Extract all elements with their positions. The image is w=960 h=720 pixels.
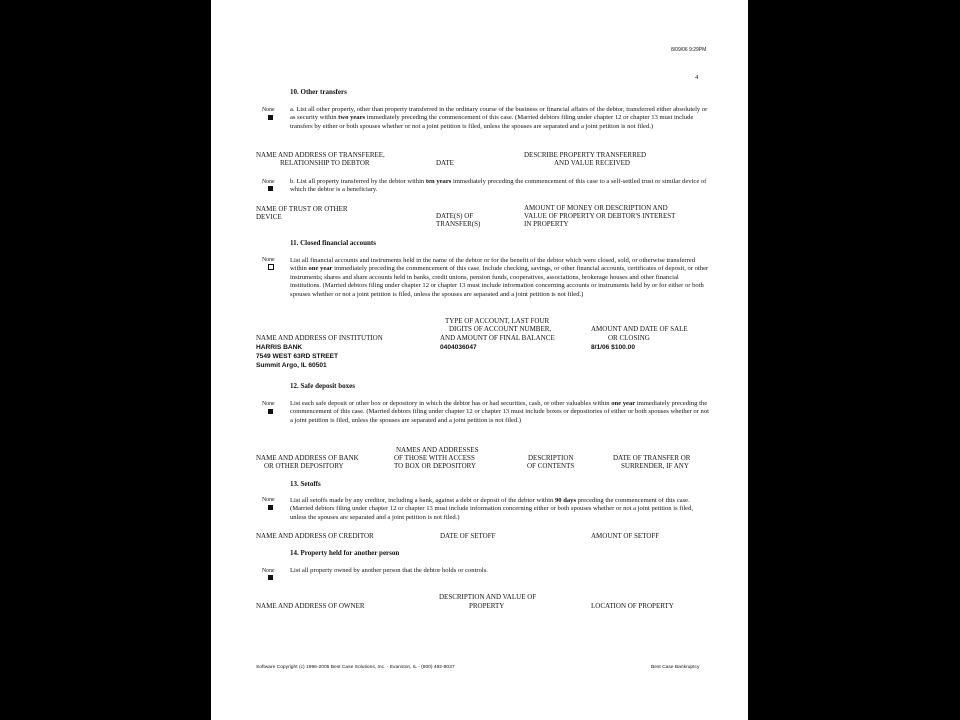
col-contents-1: DESCRIPTION [528, 454, 574, 462]
footer-brand: Best Case Bankruptcy [651, 665, 700, 670]
none-label: None [262, 497, 275, 503]
col-describe-property-1: DESCRIBE PROPERTY TRANSFERRED [524, 151, 647, 159]
none-checkbox-12[interactable] [268, 409, 273, 414]
section-14-text: List all property owned by another person that the debtor holds or controls. [290, 567, 488, 574]
col-trust-2: DEVICE [256, 213, 282, 221]
col-owner: NAME AND ADDRESS OF OWNER [256, 602, 365, 610]
col-access-3: TO BOX OR DEPOSITORY [394, 462, 477, 470]
none-label: None [262, 568, 275, 574]
page-number: 4 [695, 74, 699, 81]
col-contents-2: OF CONTENTS [527, 462, 575, 470]
none-checkbox-11[interactable] [268, 264, 274, 270]
section-11-title: 11. Closed financial accounts [290, 239, 376, 247]
none-checkbox-10a[interactable] [268, 115, 273, 120]
section-11-text: List all financial accounts and instruments held in the name of the debtor or for the benefit of the debtor which were closed, sold, or otherwise transferred within one year immediately preceding the commencement of this case. Include checking, savings, or other financial accounts, certificates of deposit, or other instruments; shares and share accounts held in banks, credit unions, pension funds, cooperatives, associations, brokerage houses and other financial institutions. (Married debtors filing under chapter 12 or chapter 13 must include information concerning accounts or instruments held by or for either or both spouses whether or not a joint petition is filed, unless the spouses are separated and a joint petition is not filed.) [290, 257, 709, 298]
col-setoff-amount: AMOUNT OF SETOFF [591, 532, 660, 540]
account-number: 0404036047 [440, 344, 477, 351]
col-access-2: OF THOSE WITH ACCESS [394, 454, 475, 462]
col-amount-2: VALUE OF PROPERTY OR DEBTOR'S INTEREST [524, 212, 676, 220]
col-account-type-3: AND AMOUNT OF FINAL BALANCE [440, 334, 555, 342]
col-dates-of-2: TRANSFER(S) [436, 220, 481, 228]
section-13-title: 13. Setoffs [290, 480, 321, 488]
col-location: LOCATION OF PROPERTY [591, 602, 674, 610]
col-transferee-2: RELATIONSHIP TO DEBTOR [280, 159, 370, 167]
col-account-type-1: TYPE OF ACCOUNT, LAST FOUR [445, 317, 550, 325]
col-bank-1: NAME AND ADDRESS OF BANK [256, 454, 359, 462]
col-property-desc-1: DESCRIPTION AND VALUE OF [439, 593, 537, 601]
col-describe-property-2: AND VALUE RECEIVED [554, 159, 630, 167]
none-label: None [262, 179, 275, 185]
sale-date-amount: 8/1/06 $100.00 [591, 344, 635, 351]
section-12-title: 12. Safe deposit boxes [290, 382, 355, 390]
col-transfer-1: DATE OF TRANSFER OR [613, 454, 691, 462]
institution-name: HARRIS BANK [256, 344, 303, 351]
col-transferee-1: NAME AND ADDRESS OF TRANSFEREE, [256, 151, 385, 159]
col-amount-1: AMOUNT OF MONEY OR DESCRIPTION AND [524, 204, 668, 212]
col-setoff-date: DATE OF SETOFF [440, 532, 496, 540]
col-bank-2: OR OTHER DEPOSITORY [264, 462, 344, 470]
none-label: None [262, 107, 275, 113]
none-checkbox-10b[interactable] [268, 186, 273, 191]
col-access-1: NAMES AND ADDRESSES [396, 446, 479, 454]
col-creditor: NAME AND ADDRESS OF CREDITOR [256, 532, 374, 540]
document-page [211, 0, 748, 720]
footer-copyright: Software Copyright (c) 1996-2005 Best Case Solutions, Inc. - Evanston, IL - (800) 492-8037 [256, 665, 455, 670]
institution-street: 7549 WEST 63RD STREET [256, 353, 339, 360]
col-sale-1: AMOUNT AND DATE OF SALE [591, 325, 688, 333]
none-label: None [262, 257, 275, 263]
none-checkbox-13[interactable] [268, 505, 273, 510]
col-sale-2: OR CLOSING [608, 334, 650, 342]
section-12-text: List each safe deposit or other box or depository in which the debtor has or had securities, cash, or other valuables within one year immediately preceding the commencement of this case. (Married debtors filing under chapter 12 or chapter 13 must include boxes or depositories of either or both spouses whether or not a joint petition is filed, unless the spouses are separated and a joint petition is not filed.) [290, 400, 709, 424]
section-13-text: List all setoffs made by any creditor, including a bank, against a debt or deposit of the debtor within 90 days preceding the commencement of this case. (Married debtors filing under chapter 12 or chapter 13 must include information concerning either or both spouses whether or not a joint petition is filed, unless the spouses are separated and a joint petition is not filed.) [290, 497, 694, 521]
col-amount-3: IN PROPERTY [524, 220, 569, 228]
section-10b-text: b. List all property transferred by the debtor within ten years immediately preceding the commencement of this case to a self-settled trust or similar device of which the debtor is a beneficiary. [290, 178, 707, 194]
none-label: None [262, 401, 275, 407]
col-institution: NAME AND ADDRESS OF INSTITUTION [256, 334, 383, 342]
col-property-desc-2: PROPERTY [469, 602, 505, 610]
print-timestamp: 8/09/06 9:29PM [671, 47, 707, 53]
col-date: DATE [436, 159, 454, 167]
col-account-type-2: DIGITS OF ACCOUNT NUMBER, [449, 325, 552, 333]
col-transfer-2: SURRENDER, IF ANY [621, 462, 689, 470]
section-14-title: 14. Property held for another person [290, 549, 400, 557]
institution-city: Summit Argo, IL 60501 [256, 362, 327, 369]
section-10a-text: a. List all other property, other than property transferred in the ordinary course of the business or financial affairs of the debtor, transferred either absolutely or as security within two years immediately preceding the commencement of this case. (Married debtors filing under chapter 12 or chapter 13 must include transfers by either or both spouses whether or not a joint petition is filed, unless the spouses are separated and a joint petition is not filed.) [290, 106, 708, 130]
col-dates-of-1: DATE(S) OF [436, 212, 474, 220]
section-10-title: 10. Other transfers [290, 88, 347, 96]
none-checkbox-14[interactable] [268, 575, 273, 580]
col-trust-1: NAME OF TRUST OR OTHER [256, 205, 348, 213]
